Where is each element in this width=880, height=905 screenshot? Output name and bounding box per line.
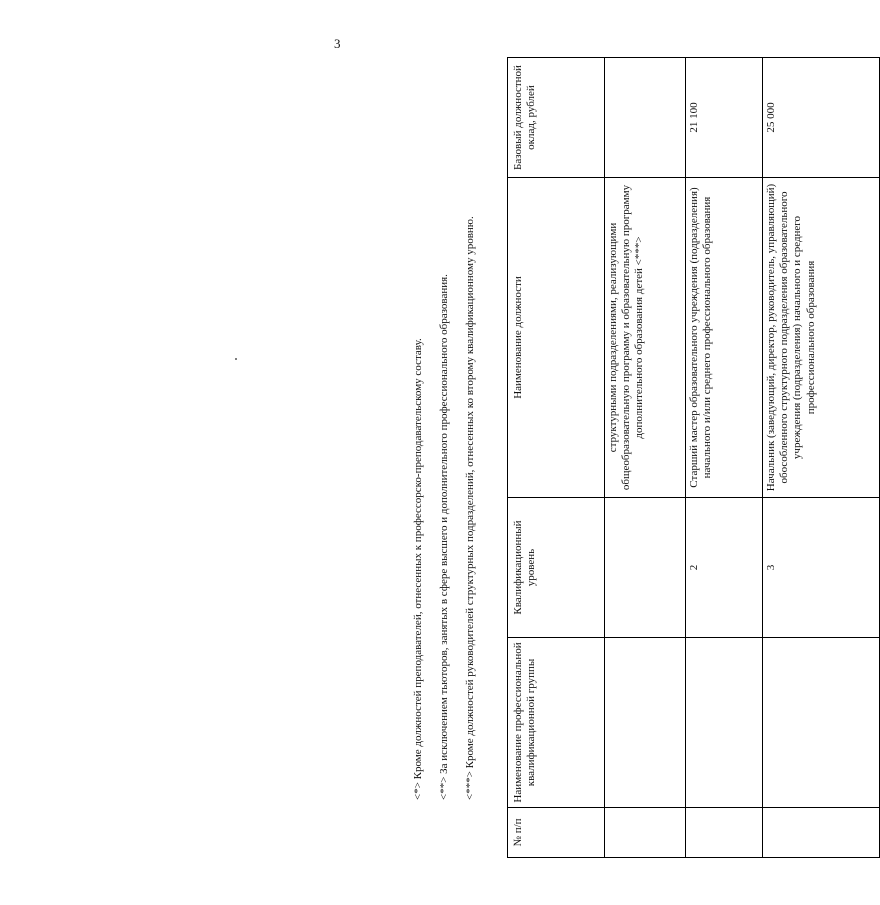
table-cell (605, 638, 686, 808)
table-cell: 2 (686, 498, 763, 638)
footnote: <***> Кроме должностей руководителей структурных подразделений, отнесенных ко второму квалификационному уровню. (464, 216, 476, 800)
scan-speck (235, 358, 237, 360)
table-header-row (508, 58, 605, 858)
header-cell: Базовый должностной оклад, рублей (508, 58, 605, 178)
table-row (686, 58, 763, 858)
table-cell (605, 498, 686, 638)
header-cell: Наименование должности (508, 178, 605, 498)
table-cell: Начальник (заведующий, директор, руководитель, управляющий) обособленного структурного подразделения образовательного учреждения (подразделения) начального и среднего профессионального образования (763, 178, 880, 498)
table-cell (605, 808, 686, 858)
table-row (605, 58, 686, 858)
page-number: 3 (334, 36, 341, 51)
footnote: <**> За исключением тьюторов, занятых в сфере высшего и дополнительного профессионального образования. (438, 274, 450, 800)
table-cell (686, 808, 763, 858)
table-cell: 3 (763, 498, 880, 638)
table-cell (686, 638, 763, 808)
header-cell: № п/п (508, 808, 605, 858)
table-cell: Старший мастер образовательного учреждения (подразделения) начального и/или среднего профессионального образования (686, 178, 763, 498)
header-cell: Квалификационный уровень (508, 498, 605, 638)
table-cell: 21 100 (686, 58, 763, 178)
salary-table (507, 57, 880, 858)
table-cell: структурными подразделениями, реализующими общеобразовательную программу и образовательную программу дополнительного образования детей <***> (605, 178, 686, 498)
header-cell: Наименование профессиональной квалификационной группы (508, 638, 605, 808)
footnote: <*> Кроме должностей преподавателей, отнесенных к профессорско-преподавательскому составу. (412, 338, 424, 800)
table-cell (605, 58, 686, 178)
table-cell (763, 808, 880, 858)
table-row (763, 58, 880, 858)
table-cell: 25 000 (763, 58, 880, 178)
table-cell (763, 638, 880, 808)
